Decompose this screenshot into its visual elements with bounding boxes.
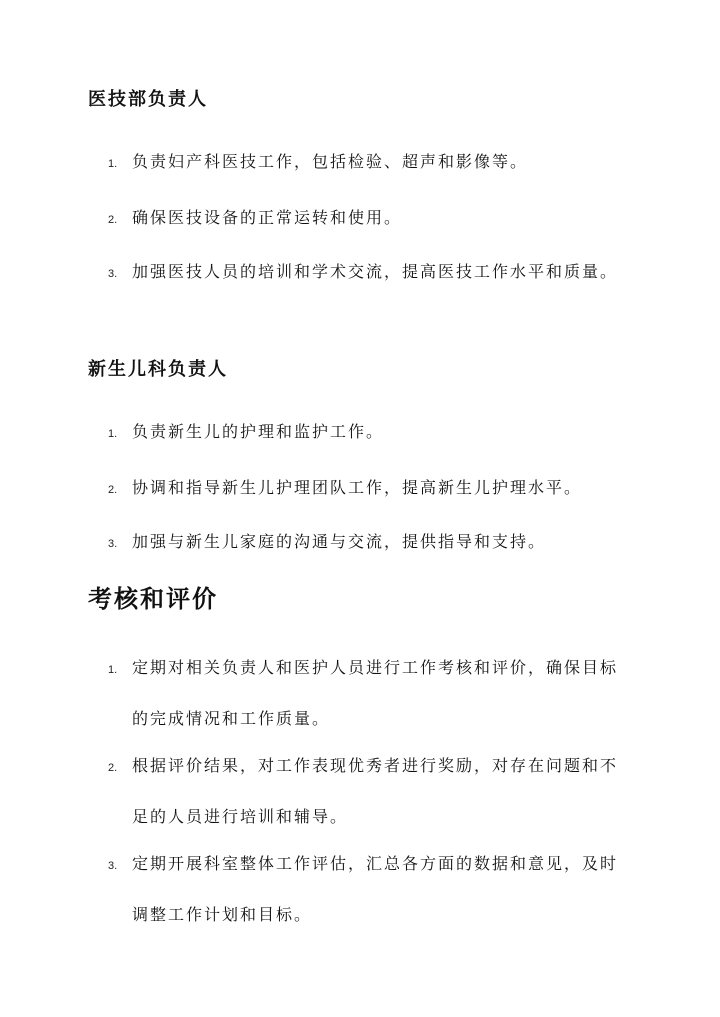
list-text: 根据评价结果，对工作表现优秀者进行奖励，对存在问题和不足的人员进行培训和辅导。 <box>132 756 619 826</box>
list-text: 定期开展科室整体工作评估，汇总各方面的数据和意见，及时调整工作计划和目标。 <box>132 854 619 924</box>
list-number: 2. <box>108 214 118 226</box>
list-number: 2. <box>108 484 118 496</box>
list-text: 确保医技设备的正常运转和使用。 <box>132 208 403 227</box>
list-number: 3. <box>108 538 118 550</box>
list-number: 3. <box>108 268 118 280</box>
list-text: 负责新生儿的护理和监护工作。 <box>132 422 385 441</box>
section-heading-evaluation: 考核和评价 <box>88 585 218 613</box>
list-number: 1. <box>108 158 118 170</box>
list-text: 加强医技人员的培训和学术交流，提高医技工作水平和质量。 <box>132 262 619 281</box>
list-number: 1. <box>108 664 118 676</box>
list-text: 加强与新生儿家庭的沟通与交流，提供指导和支持。 <box>132 532 547 551</box>
list-text: 负责妇产科医技工作，包括检验、超声和影像等。 <box>132 152 529 171</box>
list-number: 1. <box>108 428 118 440</box>
list-number: 2. <box>108 762 118 774</box>
list-text: 定期对相关负责人和医护人员进行工作考核和评价，确保目标的完成情况和工作质量。 <box>132 658 619 728</box>
section-heading-medical-tech: 医技部负责人 <box>88 89 208 110</box>
list-number: 3. <box>108 860 118 872</box>
list-text: 协调和指导新生儿护理团队工作，提高新生儿护理水平。 <box>132 478 583 497</box>
section-heading-neonatal: 新生儿科负责人 <box>88 359 228 380</box>
